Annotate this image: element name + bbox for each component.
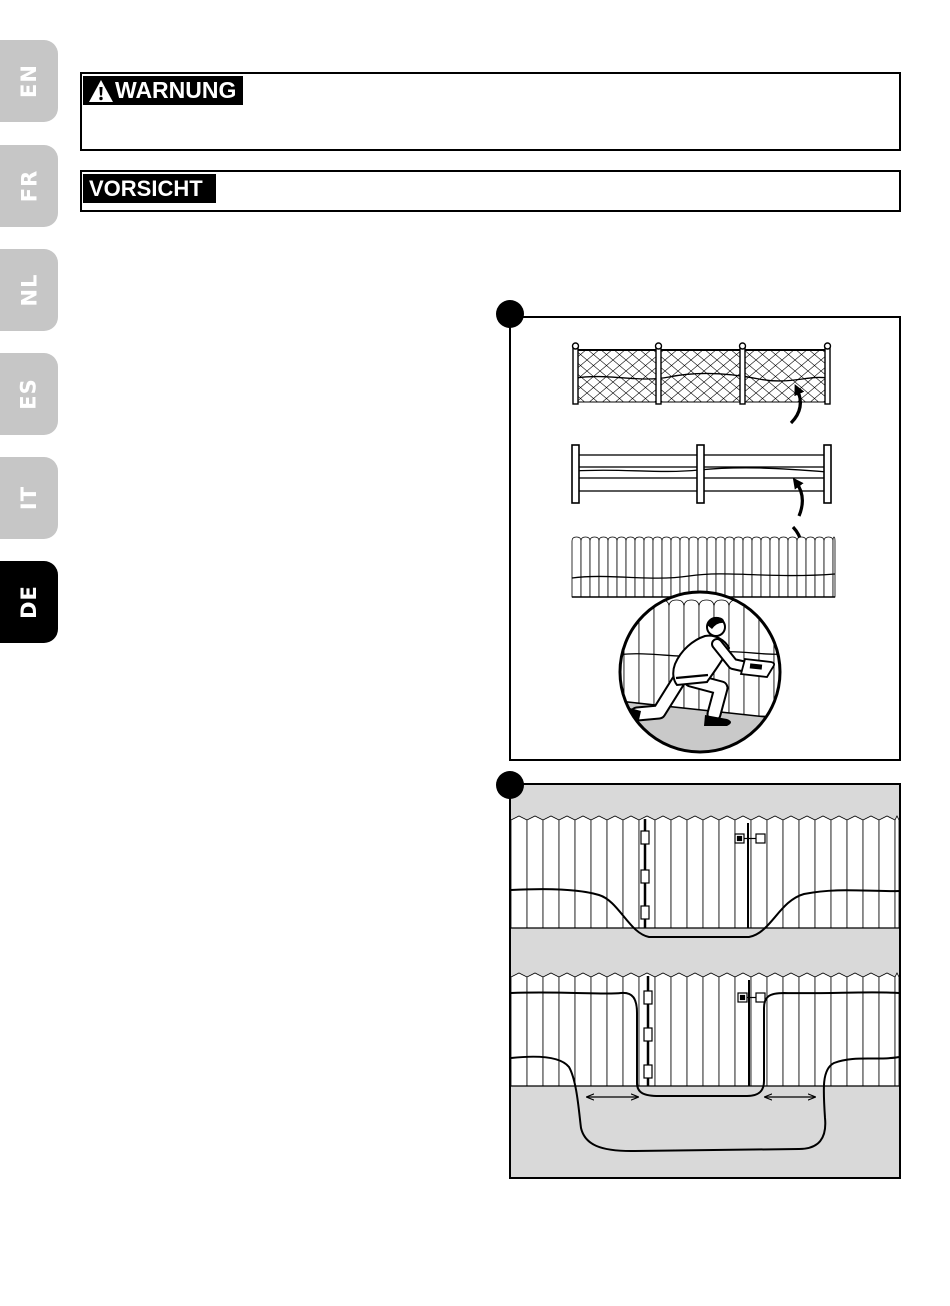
fence-picket <box>879 816 895 928</box>
fence-with-gate-wire-under-gate <box>511 816 899 937</box>
fence-picket <box>783 816 799 928</box>
tab-de[interactable] <box>0 561 58 643</box>
fence-board <box>734 537 743 597</box>
fence-board <box>581 537 590 597</box>
fence-board <box>572 537 581 597</box>
fence-board <box>779 537 788 597</box>
fence-picket <box>863 816 879 928</box>
fence-board <box>743 537 752 597</box>
fence-picket <box>575 816 591 928</box>
fence-board <box>806 537 815 597</box>
warning-label <box>83 76 243 105</box>
tab-en[interactable] <box>0 40 58 122</box>
tab-es-label: ES <box>16 378 41 410</box>
fence-picket <box>895 973 899 1086</box>
chain-link-fence <box>573 343 831 404</box>
fence-picket <box>559 816 575 928</box>
fence-picket <box>527 973 543 1086</box>
fence-picket <box>527 816 543 928</box>
tab-fr-label: FR <box>16 169 41 203</box>
fence-board <box>590 537 599 597</box>
tab-it-label: IT <box>16 485 41 511</box>
tab-fr[interactable] <box>0 145 58 227</box>
fence-board <box>653 537 662 597</box>
wooden-fence <box>572 537 835 597</box>
tab-it[interactable] <box>0 457 58 539</box>
fence-picket <box>751 816 767 928</box>
fence-board <box>770 537 779 597</box>
fence-picket <box>543 816 559 928</box>
fence-picket <box>831 973 847 1086</box>
warning-box <box>80 72 901 151</box>
fence-board <box>698 537 707 597</box>
fence-picket <box>847 973 863 1086</box>
fence-board <box>815 537 824 597</box>
tab-nl-label: NL <box>17 273 41 307</box>
tab-en-label: EN <box>16 64 41 98</box>
fence-board <box>716 537 725 597</box>
caution-label-text: VORSICHT <box>89 175 203 201</box>
fence-picket <box>559 973 575 1086</box>
fence-picket <box>719 816 735 928</box>
figure-1-badge <box>496 300 524 328</box>
fence-board <box>689 537 698 597</box>
fence-picket <box>655 973 671 1086</box>
fence-picket <box>607 973 623 1086</box>
tab-de-label: DE <box>17 585 41 619</box>
fence-picket <box>511 973 527 1086</box>
figure-1-fence-types <box>509 316 901 761</box>
gate-hinges <box>644 991 652 1078</box>
fence-picket <box>847 816 863 928</box>
fence-board <box>833 537 835 597</box>
gate-hinges <box>641 831 649 919</box>
fence-picket <box>655 816 671 928</box>
fence-board <box>662 537 671 597</box>
fence-board <box>617 537 626 597</box>
figure-2-badge <box>496 771 524 799</box>
fence-board <box>599 537 608 597</box>
fence-picket <box>815 816 831 928</box>
fence-board <box>644 537 653 597</box>
fence-picket <box>719 973 735 1086</box>
fence-picket <box>687 816 703 928</box>
fence-picket <box>703 973 719 1086</box>
fence-board <box>752 537 761 597</box>
fence-picket <box>591 816 607 928</box>
fence-board <box>797 537 806 597</box>
fence-board <box>824 537 833 597</box>
fence-picket <box>671 973 687 1086</box>
fence-picket <box>687 973 703 1086</box>
tab-es[interactable] <box>0 353 58 435</box>
fence-board <box>725 537 734 597</box>
fence-boards <box>572 537 835 597</box>
fence-picket <box>831 816 847 928</box>
fence-board <box>635 537 644 597</box>
fence-picket <box>703 816 719 928</box>
fence-picket <box>591 973 607 1086</box>
fence-board <box>626 537 635 597</box>
fence-board <box>608 537 617 597</box>
fence-board <box>707 537 716 597</box>
fence-picket <box>783 973 799 1086</box>
fence-picket <box>799 816 815 928</box>
fence-board <box>671 537 680 597</box>
warning-label-text: WARNUNG <box>115 77 237 103</box>
fence-board <box>680 537 689 597</box>
fence-picket <box>863 973 879 1086</box>
fence-picket <box>575 973 591 1086</box>
fence-picket <box>879 973 895 1086</box>
fence-picket <box>767 973 783 1086</box>
fence-board <box>761 537 770 597</box>
fence-picket <box>895 816 899 928</box>
fence-board <box>788 537 797 597</box>
figure-2-gate-wiring <box>509 783 901 1179</box>
fence-picket <box>543 973 559 1086</box>
fence-boards <box>511 816 899 928</box>
chain-mesh <box>575 351 827 402</box>
warning-triangle-icon <box>88 79 114 103</box>
caution-box <box>80 170 901 212</box>
tab-nl[interactable] <box>0 249 58 331</box>
fence-picket <box>671 816 687 928</box>
fence-picket <box>511 816 527 928</box>
fence-picket <box>623 816 639 928</box>
fence-picket <box>799 973 815 1086</box>
caution-label <box>83 174 216 203</box>
